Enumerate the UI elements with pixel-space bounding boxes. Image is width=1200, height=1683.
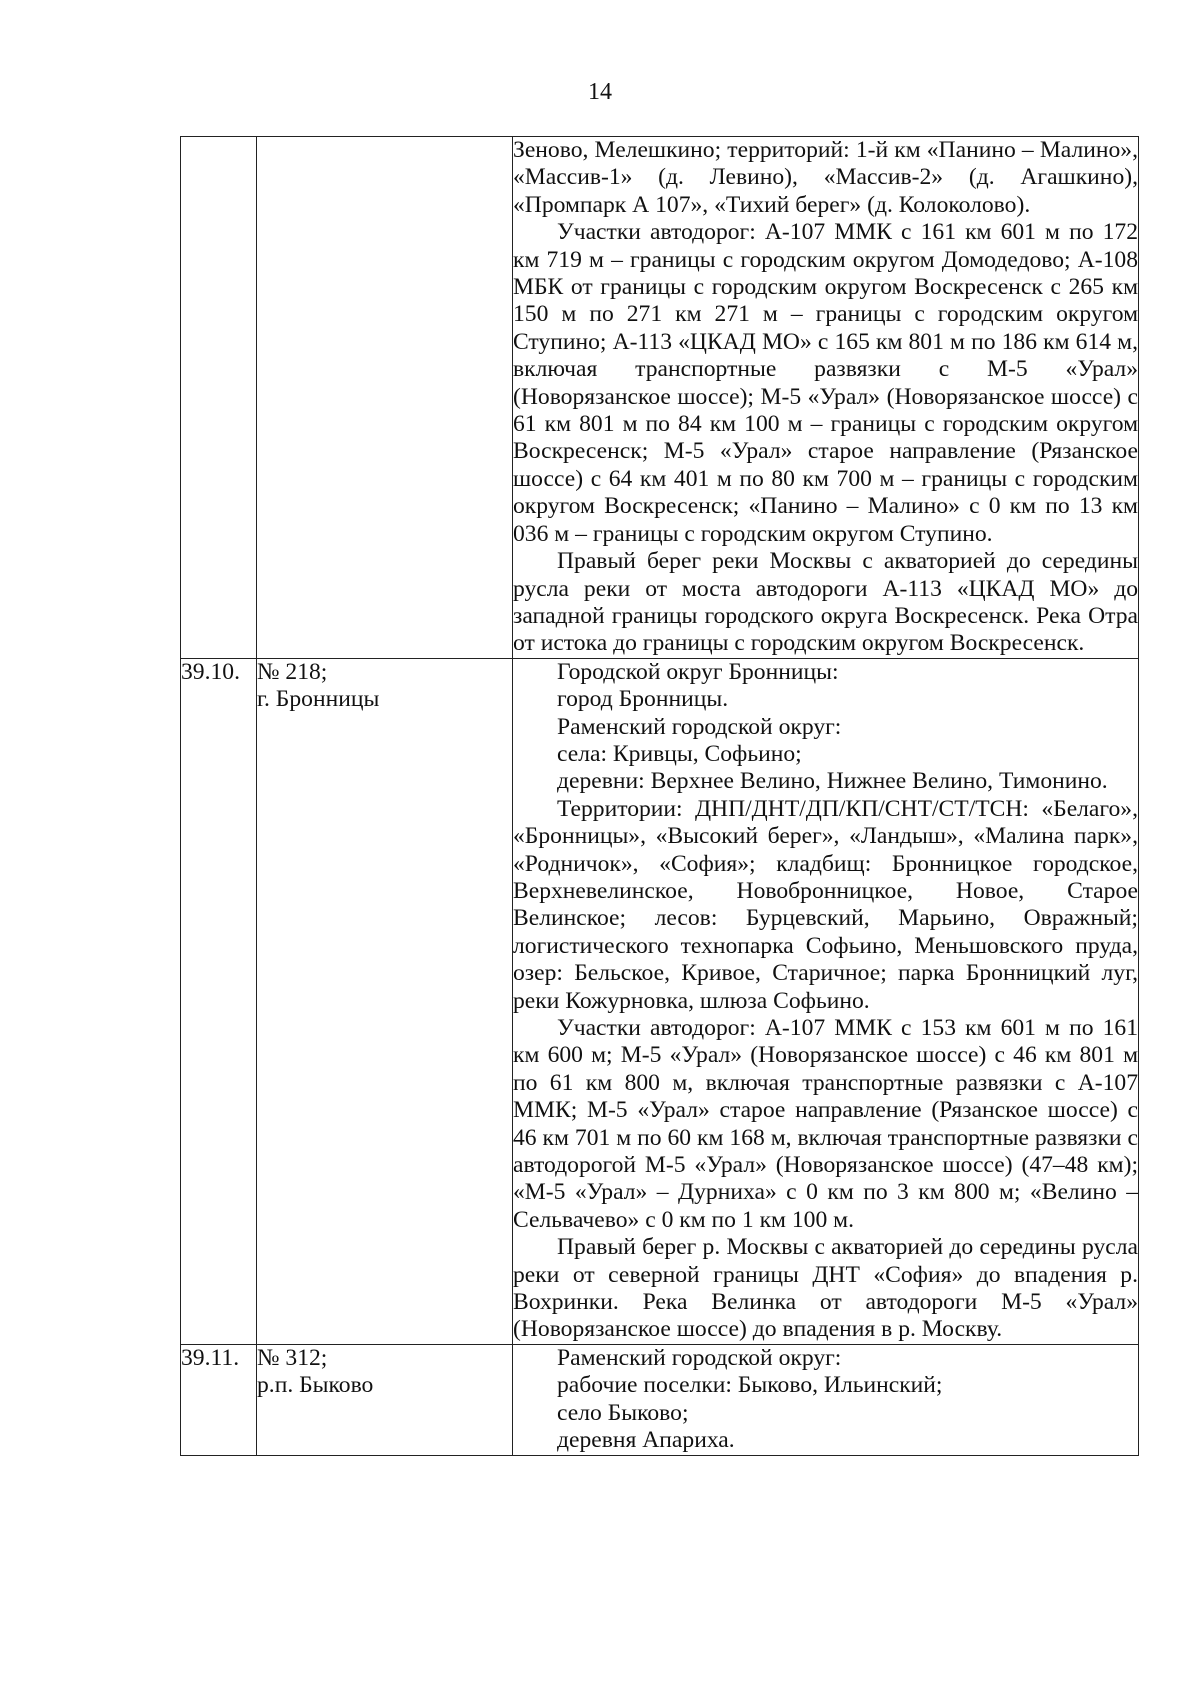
district-cell (257, 137, 513, 659)
row-number: 39.10. (181, 658, 240, 685)
description-cell (513, 137, 1139, 659)
district-number: № 218; (257, 658, 328, 685)
row-number: 39.11. (181, 1344, 240, 1371)
description-paragraph: Участки автодорог: А-107 ММК с 161 км 601 м по 172 км 719 м – границы с городским округом Домодедово; А-108 МБК от границы с городским округом Воскресенск с 265 км 150 м по 271 км 271 м – границы с городским округом Ступино; А-113 «ЦКАД МО» с 165 км 801 м по 186 км 614 м, включая транспортные развязки с М-5 «Урал» (Новорязанское шоссе); М-5 «Урал» (Новорязанское шоссе) с 61 км 801 м по 84 км 100 м – границы с городским округом Воскресенск; М-5 «Урал» старое направление (Рязанское шоссе) с 64 км 401 м по 80 км 700 м – границы с городским округом Воскресенск; «Панино – Малино» с 0 км по 13 км 036 м – границы с городским округом Ступино. (513, 219, 1138, 547)
district-number: № 312; (257, 1344, 328, 1371)
description-paragraph: рабочие поселки: Быково, Ильинский; (557, 1372, 943, 1399)
description-paragraph: села: Кривцы, Софьино; (557, 740, 802, 767)
description-paragraph: деревня Апариха. (557, 1427, 735, 1454)
description-paragraph: Раменский городской округ: (557, 713, 842, 740)
description-cell (513, 658, 1139, 1344)
description-paragraph: Участки автодорог: А-107 ММК с 153 км 601 м по 161 км 600 м; М-5 «Урал» (Новорязанское шоссе) с 46 км 801 м по 61 км 800 м, включая транспортные развязки с А-107 ММК; М-5 «Урал» старое направление (Рязанское шоссе) с 46 км 701 м по 60 км 168 м, включая транспортные развязки с автодорогой М-5 «Урал» (Новорязанское шоссе) (47–48 км); «М-5 «Урал» – Дурниха» с 0 км по 3 км 800 м; «Велино – Сельвачево» с 0 км по 1 км 100 м. (513, 1015, 1138, 1233)
table-row (181, 658, 1139, 1344)
table-row (181, 1344, 1139, 1455)
district-cell (257, 658, 513, 1344)
description-paragraph: Правый берег реки Москвы с акваторией до середины русла реки от моста автодороги А-113 «ЦКАД МО» до западной границы городского округа Воскресенск. Река Отра от истока до границы с городским округом Воскресенск. (513, 548, 1138, 657)
description-paragraph: деревни: Верхнее Велино, Нижнее Велино, Тимонино. (557, 768, 1108, 795)
district-center: р.п. Быково (257, 1372, 374, 1399)
description-paragraph: Городской округ Бронницы: (557, 658, 839, 685)
district-center: г. Бронницы (257, 686, 380, 713)
row-number-cell (181, 137, 257, 659)
description-paragraph: Правый берег р. Москвы с акваторией до середины русла реки от северной границы ДНТ «София» до впадения р. Вохринки. Река Велинка от автодороги М-5 «Урал» (Новорязанское шоссе) до впадения в р. Москву. (513, 1234, 1138, 1343)
description-paragraph: Раменский городской округ: (557, 1344, 842, 1371)
description-paragraph: Территории: ДНП/ДНТ/ДП/КП/СНТ/СТ/ТСН: «Белаго», «Бронницы», «Высокий берег», «Ландыш», «Малина парк», «Родничок», «София»; кладбищ: Бронницкое городское, Верхневелинское, Новобронницкое, Новое, Старое Велинское; лесов: Бурцевский, Марьино, Овражный; логистического технопарка Софьино, Меньшовского пруда, озер: Бельское, Кривое, Старичное; парка Бронницкий луг, реки Кожурновка, шлюза Софьино. (513, 795, 1138, 1014)
row-number-cell (181, 658, 257, 1344)
districts-table (180, 136, 1139, 1456)
description-paragraph: Зеново, Мелешкино; территорий: 1-й км «Панино – Малино», «Массив-1» (д. Левино), «Массив-2» (д. Агашкино), «Промпарк А 107», «Тихий берег» (д. Колоколово). (513, 137, 1138, 218)
page-number: 14 (588, 79, 612, 105)
district-cell (257, 1344, 513, 1455)
description-cell (513, 1344, 1139, 1455)
row-number-cell (181, 1344, 257, 1455)
table-row (181, 137, 1139, 659)
description-paragraph: город Бронницы. (557, 686, 729, 713)
description-paragraph: село Быково; (557, 1399, 689, 1426)
